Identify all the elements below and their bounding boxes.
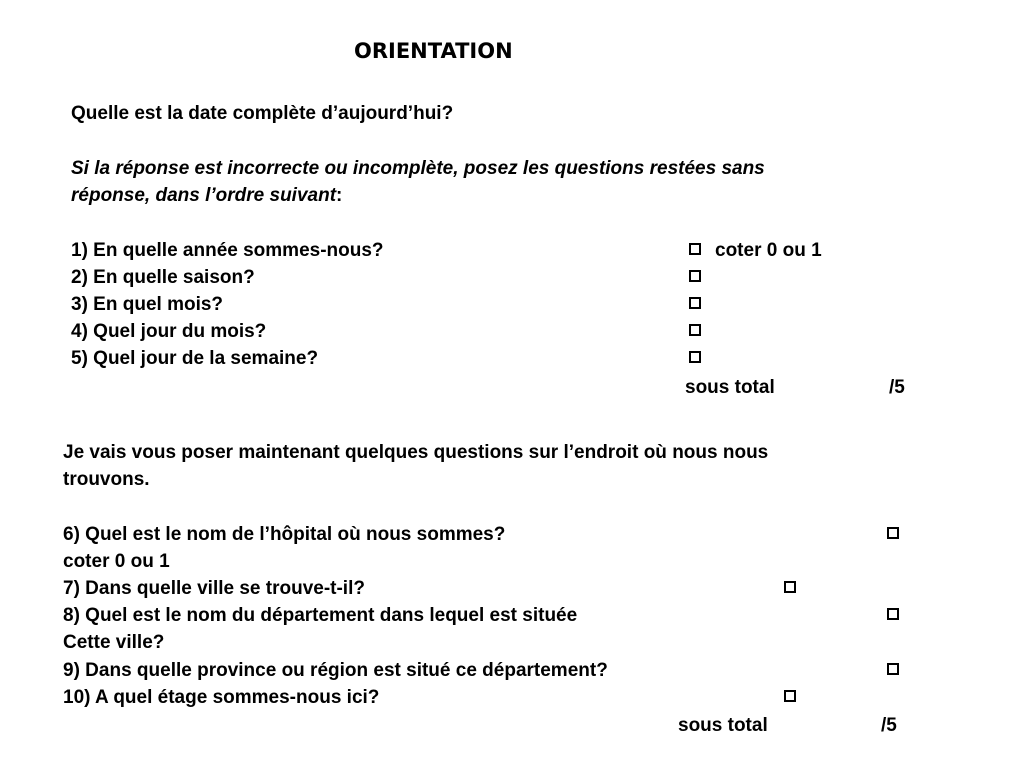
intro-line-2: trouvons. [63,469,150,490]
checkbox-q6[interactable] [887,527,899,539]
question-9: 9) Dans quelle province ou région est situé ce département? [63,660,608,681]
question-2: 2) En quelle saison? [71,267,255,288]
question-6: 6) Quel est le nom de l’hôpital où nous sommes? [63,524,506,545]
intro-line-1: Je vais vous poser maintenant quelques questions sur l’endroit où nous nous [63,442,769,463]
checkbox-q2[interactable] [689,270,701,282]
checkbox-q9[interactable] [887,663,899,675]
subtotal-label-1: sous total [685,377,775,398]
question-8: 8) Quel est le nom du département dans lequel est située [63,605,578,626]
checkbox-q4[interactable] [689,324,701,336]
checkbox-q10[interactable] [784,690,796,702]
question-1: 1) En quelle année sommes-nous? [71,240,384,261]
checkbox-q3[interactable] [689,297,701,309]
checkbox-q8[interactable] [887,608,899,620]
instruction-line-2-italic: réponse, dans l’ordre suivant [71,185,337,206]
instruction-line-2 [71,182,342,209]
question-5: 5) Quel jour de la semaine? [71,348,319,369]
subtotal-value-1: /5 [889,377,905,398]
page-title: ORIENTATION [354,39,513,63]
instruction-line-1: Si la réponse est incorrecte ou incomplète, posez les questions restées sans [71,158,765,179]
subtotal-label-2: sous total [678,715,768,736]
checkbox-q1[interactable] [689,243,701,255]
question-7: 7) Dans quelle ville se trouve-t-il? [63,578,365,599]
date-question: Quelle est la date complète d’aujourd’hui? [71,103,454,124]
score-note-q6: coter 0 ou 1 [63,551,170,572]
question-3: 3) En quel mois? [71,294,224,315]
score-note-q1: coter 0 ou 1 [715,240,822,261]
question-4: 4) Quel jour du mois? [71,321,267,342]
subtotal-value-2: /5 [881,715,897,736]
instruction-line-2-tail: : [336,185,343,206]
question-8-continued: Cette ville? [63,632,165,653]
checkbox-q5[interactable] [689,351,701,363]
checkbox-q7[interactable] [784,581,796,593]
question-10: 10) A quel étage sommes-nous ici? [63,687,380,708]
